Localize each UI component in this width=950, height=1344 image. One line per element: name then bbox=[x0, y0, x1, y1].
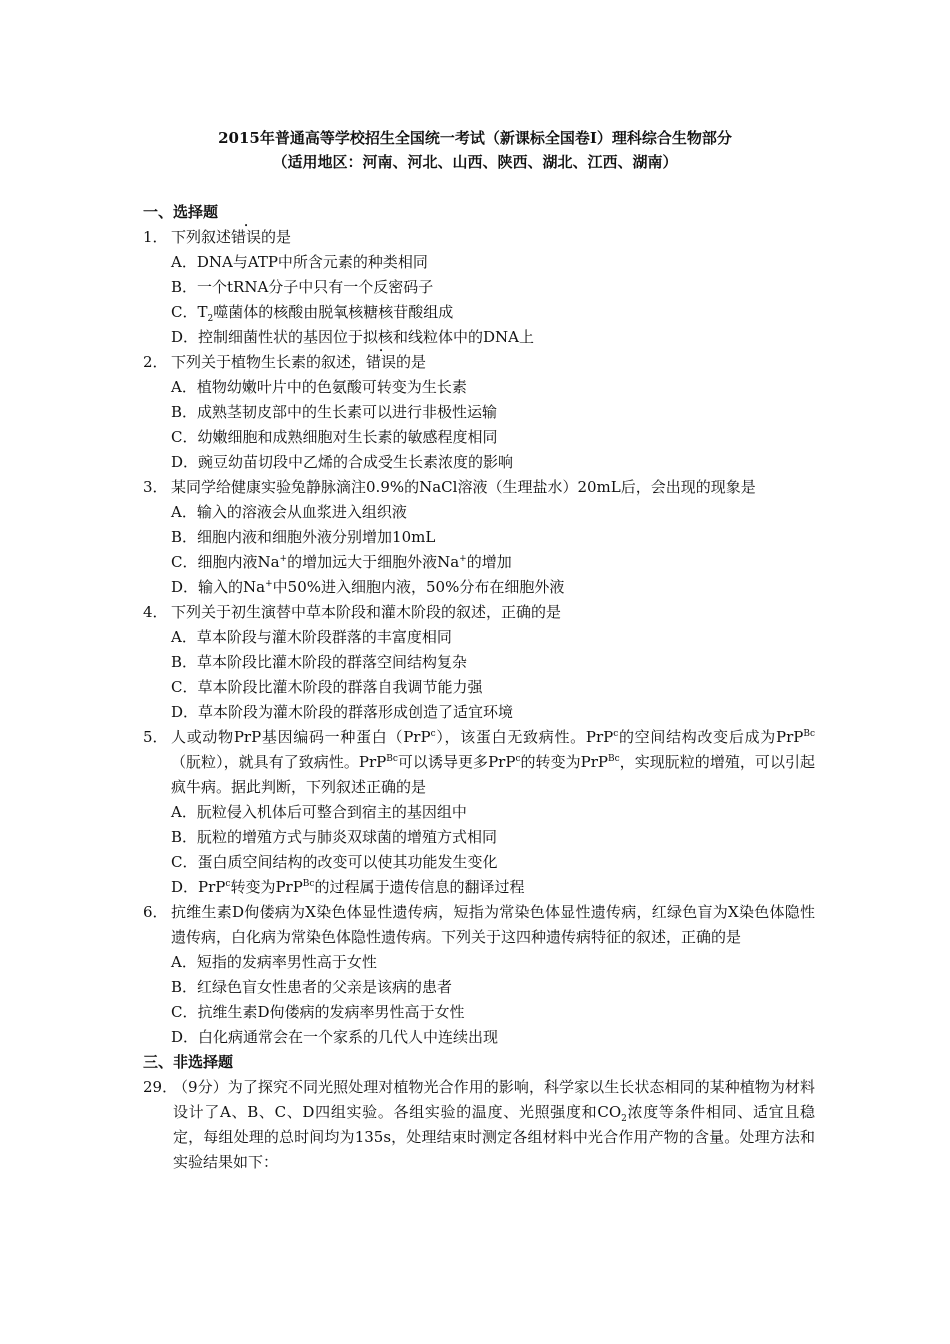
question-number: 6． bbox=[143, 903, 168, 921]
exam-content bbox=[143, 200, 815, 1175]
option-a: A．植物幼嫩叶片中的色氨酸可转变为生长素 bbox=[171, 378, 467, 396]
option-b: B．朊粒的增殖方式与肺炎双球菌的增殖方式相同 bbox=[171, 828, 498, 846]
emphasis-word: 错误 bbox=[366, 353, 397, 371]
question-number: 1． bbox=[143, 228, 168, 246]
section-heading-choice: 一、选择题 bbox=[143, 203, 219, 221]
question-3 bbox=[143, 475, 815, 500]
question-2 bbox=[143, 350, 815, 375]
section-heading-nonchoice: 三、非选择题 bbox=[143, 1053, 234, 1071]
question-stem: （9分）为了探究不同光照处理对植物光合作用的影响，科学家以生长状态相同的某种植物为材料设计了A、B、C、D四组实验。各组实验的温度、光照强度和$CO_2$浓度等条件相同、适宜且稳定，每组处理的总时间均为135s，处理结束时测定各组材料中光合作用产物的含量。处理方法和实验结果如下： bbox=[173, 1078, 815, 1171]
question-stem: 下列关于植物生长素的叙述，错误的是 bbox=[171, 353, 427, 371]
option-d: D．控制细菌性状的基因位于拟核和线粒体中的DNA上 bbox=[171, 328, 535, 346]
page-title: 2015年普通高等学校招生全国统一考试（新课标全国卷Ⅰ）理科综合生物部分 bbox=[218, 129, 732, 147]
option-b: B．红绿色盲女性患者的父亲是该病的患者 bbox=[171, 978, 453, 996]
question-stem: 下列关于初生演替中草本阶段和灌木阶段的叙述，正确的是 bbox=[171, 603, 562, 621]
question-number: 2． bbox=[143, 353, 168, 371]
option-b: B．细胞内液和细胞外液分别增加10mL bbox=[171, 528, 436, 546]
option-c: C．草本阶段比灌木阶段的群落自我调节能力强 bbox=[171, 678, 483, 696]
option-b: B．成熟茎韧皮部中的生长素可以进行非极性运输 bbox=[171, 403, 498, 421]
question-number: 4． bbox=[143, 603, 168, 621]
option-c: C．细胞内液Na+的增加远大于细胞外液Na+的增加 bbox=[171, 553, 512, 571]
option-a: A．短指的发病率男性高于女性 bbox=[171, 953, 377, 971]
question-29 bbox=[143, 1075, 815, 1175]
option-c: C．$T_2$噬菌体的核酸由脱氧核糖核苷酸组成 bbox=[171, 303, 454, 324]
question-number: 3． bbox=[143, 478, 168, 496]
option-d: D．PrP$^c$转变为PrP$^{Bc}$的过程属于遗传信息的翻译过程 bbox=[171, 878, 525, 896]
option-d: D．草本阶段为灌木阶段的群落形成创造了适宜环境 bbox=[171, 703, 514, 721]
question-stem: 下列叙述错误的是 bbox=[171, 228, 292, 246]
question-stem: 某同学给健康实验兔静脉滴注0.9%的NaCl溶液（生理盐水）20mL后，会出现的现象是 bbox=[171, 478, 756, 496]
question-number: 29． bbox=[143, 1078, 178, 1096]
question-5 bbox=[143, 725, 815, 800]
question-number: 5． bbox=[143, 728, 168, 746]
option-a: A．草本阶段与灌木阶段群落的丰富度相同 bbox=[171, 628, 452, 646]
option-b: B．草本阶段比灌木阶段的群落空间结构复杂 bbox=[171, 653, 468, 671]
question-6 bbox=[143, 900, 815, 950]
question-4 bbox=[143, 600, 815, 625]
question-1 bbox=[143, 225, 815, 250]
option-d: D．豌豆幼苗切段中乙烯的合成受生长素浓度的影响 bbox=[171, 453, 514, 471]
question-stem: 抗维生素D佝偻病为X染色体显性遗传病，短指为常染色体显性遗传病，红绿色盲为X染色体隐性遗传病，白化病为常染色体隐性遗传病。下列关于这四种遗传病特征的叙述，正确的是 bbox=[171, 903, 815, 946]
option-c: C．幼嫩细胞和成熟细胞对生长素的敏感程度相同 bbox=[171, 428, 498, 446]
option-a: A．DNA与ATP中所含元素的种类相同 bbox=[171, 253, 428, 271]
question-stem: 人或动物PrP基因编码一种蛋白（PrP$^c$），该蛋白无致病性。PrP$^c$的空间结构改变后成为PrP$^{Bc}$（朊粒），就具有了致病性。PrP$^{Bc}$可以诱导更多PrP$^c$的转变为PrP$^{Bc}$，实现朊粒的增殖，可以引起疯牛病。据此判断，下列叙述正确的是 bbox=[171, 728, 816, 796]
option-b: B．一个tRNA分子中只有一个反密码子 bbox=[171, 278, 434, 296]
page-subtitle: （适用地区：河南、河北、山西、陕西、湖北、江西、湖南） bbox=[272, 153, 678, 171]
option-c: C．蛋白质空间结构的改变可以使其功能发生变化 bbox=[171, 853, 498, 871]
emphasis-word: 错误 bbox=[231, 228, 262, 246]
option-d: D．白化病通常会在一个家系的几代人中连续出现 bbox=[171, 1028, 499, 1046]
option-c: C．抗维生素D佝偻病的发病率男性高于女性 bbox=[171, 1003, 465, 1021]
option-a: A．输入的溶液会从血浆进入组织液 bbox=[171, 503, 407, 521]
option-d: D．输入的Na+中50%进入细胞内液，50%分布在细胞外液 bbox=[171, 578, 565, 596]
option-a: A．朊粒侵入机体后可整合到宿主的基因组中 bbox=[171, 803, 467, 821]
